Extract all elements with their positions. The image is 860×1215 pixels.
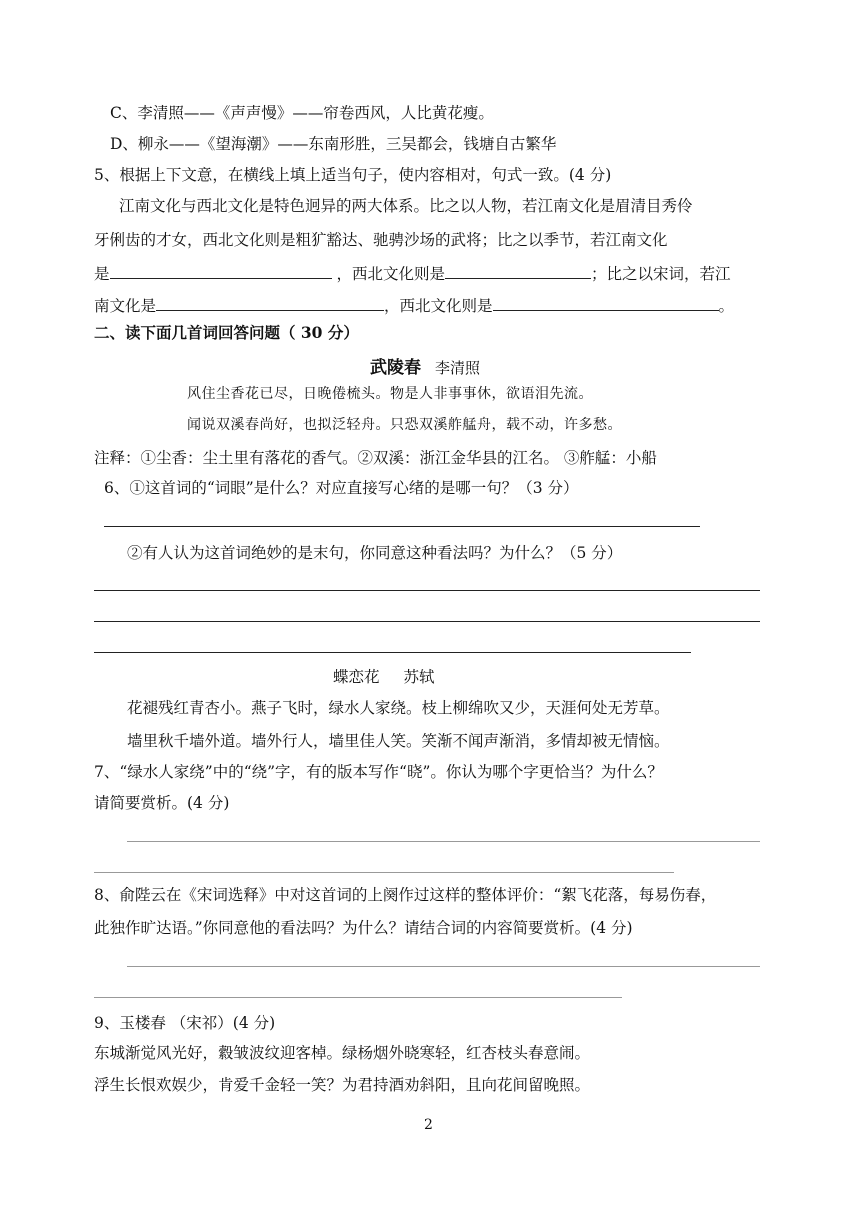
q5-text-4a: 南文化是 — [94, 297, 157, 315]
poem-3-line-1: 东城渐觉风光好，縠皱波纹迎客棹。绿杨烟外晓寒轻，红杏枝头春意闹。 — [94, 1044, 591, 1062]
answer-line-6b-3[interactable] — [94, 652, 691, 653]
question-6b: ②有人认为这首词绝妙的是末句，你同意这种看法吗？为什么？（5 分） — [127, 544, 623, 562]
answer-blank-3[interactable] — [156, 294, 384, 311]
q5-text-3a: 是 — [94, 265, 110, 283]
question-8-cont: 此独作旷达语。”你同意他的看法吗？为什么？请结合词的内容简要赏析。(4 分) — [94, 919, 633, 937]
question-7-cont: 请简要赏析。(4 分) — [94, 794, 230, 812]
question-5-text-3 — [94, 262, 730, 284]
answer-line-7-2[interactable] — [94, 872, 674, 873]
page-number: 2 — [424, 1117, 433, 1133]
question-7: 7、“绿水人家绕”中的“绕”字，有的版本写作“晓”。你认为哪个字更恰当？为什么？ — [94, 763, 663, 781]
answer-line-7-1[interactable] — [127, 841, 760, 842]
poem-1-title — [370, 353, 480, 378]
poem-1-line-1: 风住尘香花已尽，日晚倦梳头。物是人非事事休，欲语泪先流。 — [187, 386, 593, 402]
question-5: 5、根据上下文意，在横线上填上适当句子，使内容相对，句式一致。(4 分) — [94, 166, 612, 184]
answer-line-6a[interactable] — [104, 526, 700, 527]
question-5-text-1: 江南文化与西北文化是特色迥异的两大体系。比之以人物，若江南文化是眉清目秀伶 — [119, 197, 693, 215]
question-5-text-2: 牙俐齿的才女，西北文化则是粗犷豁达、驰骋沙场的武将；比之以季节，若江南文化 — [94, 231, 668, 249]
poem-2-title — [333, 667, 435, 687]
poem-1-note: 注释：①尘香：尘土里有落花的香气。②双溪：浙江金华县的江名。 ③舴艋：小船 — [94, 449, 657, 467]
poem-3-line-2: 浮生长恨欢娱少，肯爱千金轻一笑？为君持酒劝斜阳，且向花间留晚照。 — [94, 1076, 591, 1094]
answer-line-6b-1[interactable] — [94, 590, 760, 591]
poem-2-author: 苏轼 — [403, 668, 435, 686]
q5-text-4b: ，西北文化则是 — [384, 297, 493, 315]
section-2-heading: 二、读下面几首词回答问题（ 30 分） — [94, 323, 359, 342]
question-5-text-4 — [94, 294, 734, 316]
question-6a: 6、①这首词的“词眼”是什么？对应直接写心绪的是哪一句？（3 分） — [104, 479, 579, 497]
q5-text-4c: 。 — [718, 297, 735, 315]
answer-line-8-2[interactable] — [94, 997, 622, 998]
q5-text-3b: ，西北文化则是 — [336, 265, 445, 283]
answer-blank-4[interactable] — [493, 294, 719, 311]
answer-blank-2[interactable] — [445, 262, 591, 279]
poem-2-name: 蝶恋花 — [333, 668, 380, 686]
answer-line-8-1[interactable] — [127, 966, 760, 967]
question-8: 8、俞陛云在《宋词选释》中对这首词的上阕作过这样的整体评价：“絮飞花落，每易伤春， — [94, 886, 717, 904]
option-d: D、柳永——《望海潮》——东南形胜，三吴都会，钱塘自古繁华 — [110, 135, 557, 153]
poem-1-author: 李清照 — [435, 359, 481, 377]
option-c: C、李清照——《声声慢》——帘卷西风，人比黄花瘦。 — [110, 104, 494, 122]
poem-2-line-1: 花褪残红青杏小。燕子飞时，绿水人家绕。枝上柳绵吹又少，天涯何处无芳草。 — [127, 699, 670, 717]
answer-line-6b-2[interactable] — [94, 621, 760, 622]
q5-text-3c: ；比之以宋词，若江 — [590, 265, 731, 283]
answer-blank-1[interactable] — [110, 262, 332, 279]
poem-2-line-2: 墙里秋千墙外道。墙外行人，墙里佳人笑。笑渐不闻声渐消，多情却被无情恼。 — [127, 732, 670, 750]
poem-1-name: 武陵春 — [370, 358, 421, 378]
question-9: 9、玉楼春 （宋祁）(4 分) — [94, 1014, 276, 1032]
poem-1-line-2: 闻说双溪春尚好，也拟泛轻舟。只恐双溪舴艋舟，载不动，许多愁。 — [187, 417, 622, 433]
